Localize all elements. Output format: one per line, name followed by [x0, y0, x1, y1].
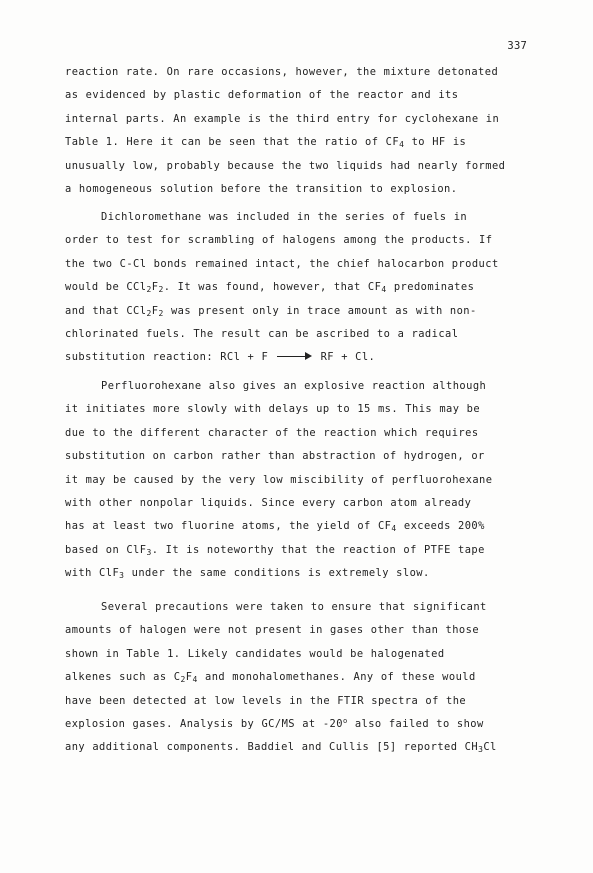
text-line: explosion gases. Analysis by GC/MS at -20$^o$ also failed to show — [65, 716, 484, 730]
text-line: with other nonpolar liquids. Since every carbon atom already — [65, 496, 472, 509]
text-line: substitution on carbon rather than abstraction of hydrogen, or — [65, 450, 485, 463]
subscript: 3 — [478, 745, 484, 755]
text-line: have been detected at low levels in the FTIR spectra of the — [65, 694, 467, 707]
subscript: 2 — [146, 308, 152, 318]
subscript: 3 — [119, 571, 125, 581]
text-line: amounts of halogen were not present in gases other than those — [65, 624, 480, 637]
text-line: substitution reaction: RCl + F RF + Cl. — [65, 351, 376, 364]
subscript: 2 — [158, 285, 164, 295]
paragraph-3 — [65, 375, 545, 586]
subscript: 4 — [399, 140, 405, 150]
text-line: it may be caused by the very low miscibility of perfluorohexane — [65, 473, 493, 486]
subscript: 4 — [192, 675, 198, 685]
text-line: unusually low, probably because the two liquids had nearly formed — [65, 159, 506, 172]
subscript: 2 — [146, 285, 152, 295]
subscript: 2 — [158, 308, 164, 318]
text-line: it initiates more slowly with delays up to 15 ms. This may be — [65, 403, 481, 416]
paragraph-2 — [65, 206, 545, 370]
text-line: a homogeneous solution before the transition to explosion. — [65, 182, 458, 195]
text-line: reaction rate. On rare occasions, however, the mixture detonated — [65, 66, 499, 78]
text-line: has at least two fluorine atoms, the yield of $CF_4$ exceeds 200% — [65, 520, 485, 534]
text-line: any additional components. Baddiel and Cullis [5] reported $CH_3Cl$ — [65, 741, 497, 755]
paragraph-4 — [65, 596, 545, 760]
text-line: Several precautions were taken to ensure that significant — [101, 601, 487, 613]
subscript: 3 — [146, 547, 152, 557]
text-line: alkenes such as $C_2F_4$ and monohalomethanes. Any of these would — [65, 671, 476, 685]
text-line: order to test for scrambling of halogens among the products. If — [65, 234, 493, 247]
text-line: with ClF$_3$ under the same conditions is extremely slow. — [65, 567, 430, 581]
subscript: 2 — [180, 675, 186, 685]
text-line: Dichloromethane was included in the series of fuels in — [101, 211, 468, 223]
text-line: the two C-Cl bonds remained intact, the chief halocarbon product — [65, 257, 499, 270]
text-line: Table 1. Here it can be seen that the ratio of $CF_4$ to HF is — [65, 136, 467, 150]
text-line: shown in Table 1. Likely candidates would be halogenated — [65, 647, 445, 660]
text-line: as evidenced by plastic deformation of the reactor and its — [65, 89, 459, 102]
superscript: o — [342, 716, 348, 725]
page-number: 337 — [507, 40, 527, 52]
text-line: Perfluorohexane also gives an explosive reaction although — [101, 380, 487, 392]
text-line: chlorinated fuels. The result can be ascribed to a radical — [65, 327, 459, 340]
text-line: internal parts. An example is the third entry for cyclohexane in — [65, 112, 500, 125]
text-line: due to the different character of the reaction which requires — [65, 426, 479, 439]
text-line: based on ClF$_3$. It is noteworthy that the reaction of PTFE tape — [65, 543, 485, 557]
subscript: 4 — [391, 524, 397, 534]
text-line: and that $CCl_2F_2$ was present only in trace amount as with non- — [65, 304, 477, 318]
paragraph-1 — [65, 61, 545, 201]
reaction-arrow-icon — [275, 352, 313, 362]
subscript: 4 — [381, 285, 387, 295]
text-line: would be $CCl_2F_2$. It was found, however, that $CF_4$ predominates — [65, 281, 475, 295]
